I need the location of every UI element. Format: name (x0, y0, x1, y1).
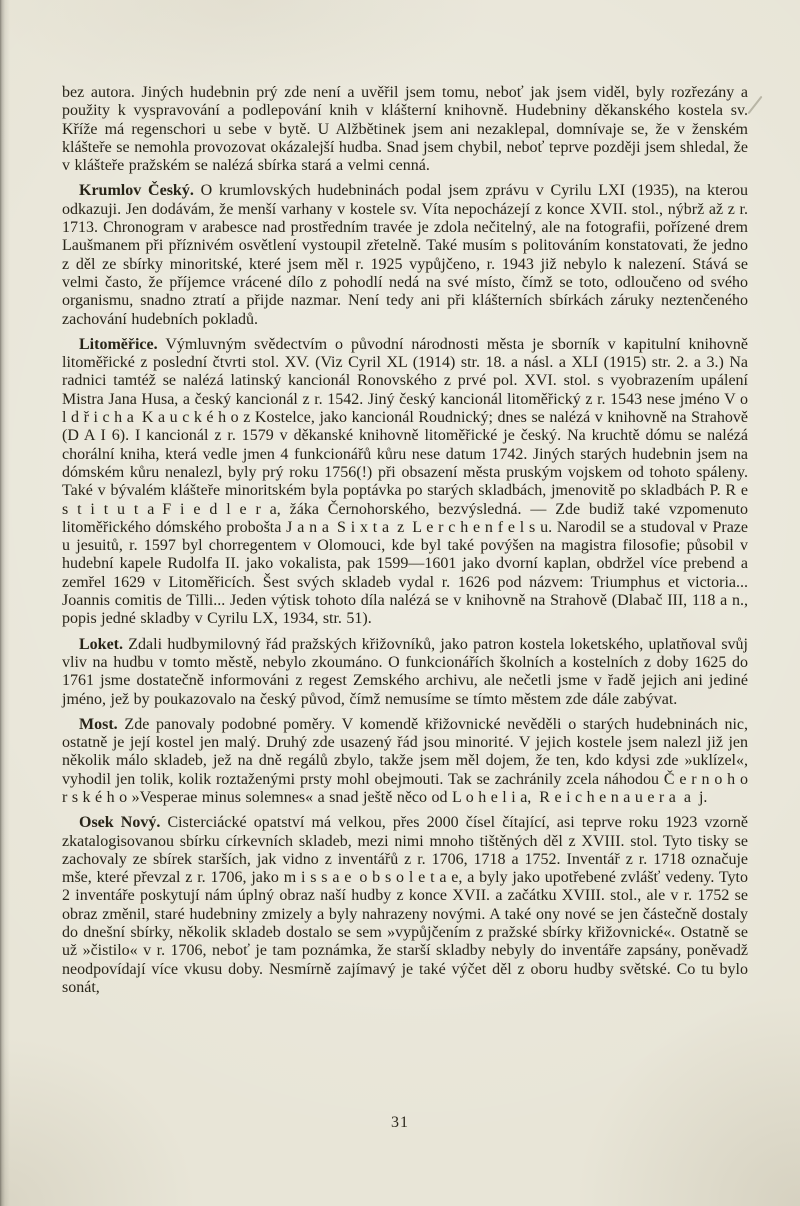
paragraph-body: Cisterciácké opatství má velkou, přes 2000 čísel čítající, asi teprve roku 1923 vzorně zkatalogisovanou sbírku církevních skladeb, mezi nimi mnoho tištěných děl z XVIII. stol. Tyto tisky se zachovaly ze sbírek starších, jak vidno z inventářů z r. 1706, 1718 a 1752. Inventář z r. 1718 označuje mše, které převzal z r. 1706, jako m i s s a e o b s o l e t a e, a byly jako upotřebené zvlášť vedeny. Tyto 2 inventáře poskytují nám úplný obraz naší hudby z konce XVII. a začátku XVIII. stol., ale v r. 1752 se obraz změnil, staré hudebniny zmizely a byly nahrazeny novými. A také ony nové se jen částečně dostaly do dnešní sbírky, několik skladeb dostalo se sem »vypůjčením z pražské sbírky křižovnické«. Ostatně se už »čistilo« v r. 1706, neboť je tam poznámka, že starší skladby nebyly do inventáře zapsány, poněvadž neodpovídají více vkusu doby. Nesmírně zajímavý je také výčet děl z oboru hudby světské. Co tu bylo sonát, (62, 814, 748, 996)
paragraph-body: bez autora. Jiných hudebnin prý zde není a uvěřil jsem tomu, neboť jak jsem viděl, byly rozřezány a použity k vyspravování a podlepování knih v klášterní knihovně. Hudebniny děkanského kostela sv. Kříže má regenschori u sebe v bytě. U Alžbětinek jsem ani nezaklepal, domnívaje se, že v ženském klášteře se nemohla provozovat okázalejší hudba. Snad jsem chybil, neboť teprve později jsem shledal, že v klášteře pražském se nalézá sbírka stará a velmi cenná. (62, 84, 748, 175)
page-left-edge-shadow (0, 0, 10, 1206)
paragraph-litomerice (62, 336, 748, 629)
paragraph-osek-novy (62, 814, 748, 997)
paragraph-loket (62, 636, 748, 709)
paragraph-continuation (62, 84, 748, 175)
paragraph-lead: Osek Nový. (79, 814, 161, 832)
paragraph-lead: Litoměřice. (79, 335, 158, 353)
paragraph-body: Zde panovaly podobné poměry. V komendě křižovnické nevěděli o starých hudebninách nic, ostatně je její kostel jen malý. Druhý zde usazený řád jsou minorité. V jejich kostele jsem nalezl již jen několik málo skladeb, jež na dně regálů zbylo, takže jsem měl dojem, že ten, kdo kdysi zde »uklízel«, vyhodil jen tolik, kolik roztaženými prsty mohl obejmouti. Tak se zachránily zcela náhodou Č e r n o h o r s k é h o »Vesperae minus solemnes« a snad ještě něco od L o h e l i a, R e i c h e n a u e r a a j. (62, 715, 749, 806)
text-block (62, 84, 748, 1004)
paragraph-lead: Krumlov Český. (79, 182, 194, 200)
paragraph-most (62, 716, 748, 807)
paragraph-krumlov-cesky (62, 182, 748, 328)
paragraph-body: Zdali hudbymilovný řád pražských křižovníků, jako patron kostela loketského, uplatňoval svůj vliv na hudbu v tomto městě, nebylo zkoumáno. O funkcionářích školních a kostelních z doby 1625 do 1761 jsme dostatečně informováni z regest Zemského archivu, ale nečetli jsme v řadě jejich ani jediné jméno, jež by poukazovalo na český původ, čímž nemusíme se tímto městem zde dále zabývat. (62, 635, 749, 708)
paragraph-lead: Most. (79, 715, 118, 733)
paragraph-body: O krumlovských hudebninách podal jsem zprávu v Cyrilu LXI (1935), na kterou odkazuji. Jen dodávám, že menší varhany v kostele sv. Víta nepocházejí z konce XVII. stol., nýbrž až z r. 1713. Chronogram v arabesce nad prostředním travée je zdola nečitelný, ale na fotografii, pořízené drem Laušmanem při příznivém osvětlení vystoupil zřetelně. Také musím s politováním konstatovati, že jedno z děl ze sbírky minoritské, které jsem měl r. 1925 vypůjčeno, r. 1943 již nebylo k nalezení. Stává se velmi často, že příjemce vrácené dílo z pohodlí nedá na své místo, čímž se toto, odloučeno od svého organismu, snadno ztratí a přijde nazmar. Není tedy ani při klášterních sbírkách záruky neztenčeného zachování hudebních pokladů. (62, 182, 749, 328)
paragraph-body: Výmluvným svědectvím o původní národnosti města je sborník v kapitulní knihovně litoměřické z poslední čtvrti stol. XV. (Viz Cyril XL (1914) str. 18. a násl. a XLI (1915) str. 2. a 3.) Na radnici tamtéž se nalézá latinský kancionál Ronovského z prvé pol. XVI. stol. s vyobrazením upálení Mistra Jana Husa, a český kancionál z r. 1542. Jiný český kancionál litoměřický z r. 1543 nese jméno V o l d ř i c h a K a u c k é h o z Kostelce, jako kancionál Roudnický; dnes se nalézá v knihovně na Strahově (D A I 6). I kancionál z r. 1579 v děkanské knihovně litoměřické je český. Na kruchtě dómu se nalézá chorální kniha, která vedle jmen 4 funkcionářů kůru nese datum 1742. Jiných starých hudebnin jsem na dómském kůru nenalezl, byly prý roku 1756(!) při obsazení města pruským vojskem od tohoto spáleny. Také v bývalém klášteře minoritském byla poptávka po starých skladbách, jmenovitě po skladbách P. R e s t i t u t a F i e d l e r a, žáka Černohorského, bezvýsledná. — Zde budiž také vzpomenuto litoměřického dómského probošta J a n a S i x t a z L e r c h e n f e l s u. Narodil se a studoval v Praze u jesuitů, r. 1597 byl chorregentem v Olomouci, kde byl také povýšen na magistra filosofie; působil v hudební kapele Rudolfa II. jako vokalista, pak 1599—1601 jako dvorní kaplan, obdržel více prebend a zemřel 1629 v Litoměřicích. Šest svých skladeb vydal r. 1626 pod názvem: Triumphus et victoria... Joannis comitis de Tilli... Jeden výtisk tohoto díla nalézá se v knihovně na Strahově (Dlabač III, 118 a n., popis jedné skladby v Cyrilu LX, 1934, str. 51). (62, 335, 749, 628)
paragraph-lead: Loket. (79, 635, 123, 653)
page-number: 31 (391, 1114, 409, 1131)
scratch-mark (747, 96, 762, 115)
